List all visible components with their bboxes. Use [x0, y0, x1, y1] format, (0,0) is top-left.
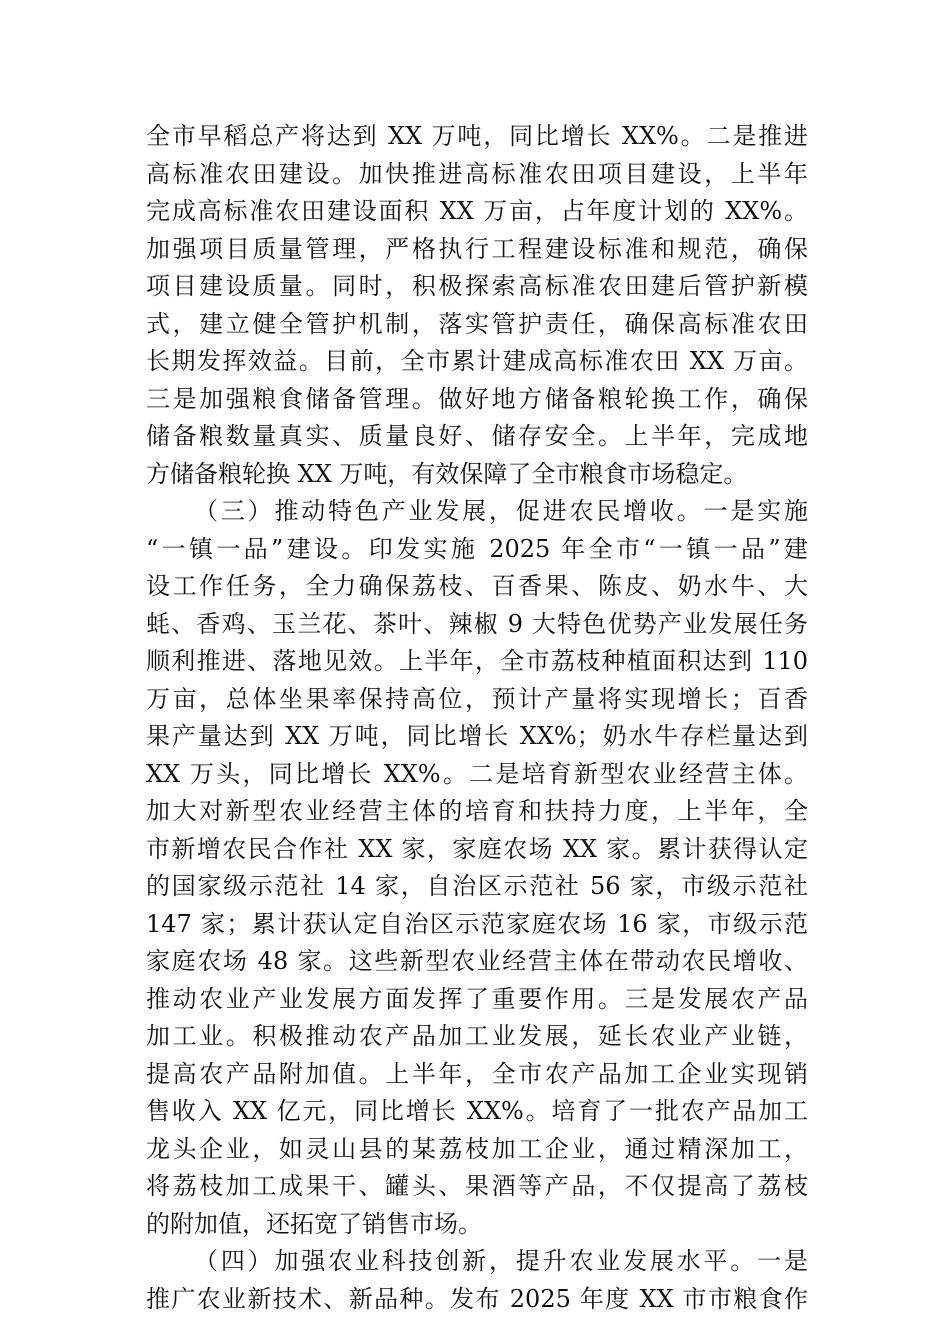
text-line: 推广农业新技术、新品种。发布 2025 年度 XX 市市粮食作 [146, 1284, 808, 1313]
text-line: 市新增农民合作社 XX 家，家庭农场 XX 家。累计获得认定 [146, 834, 808, 863]
text-line: 完成高标准农田建设面积 XX 万亩，占年度计划的 XX%。 [146, 197, 808, 225]
text-line: 储备粮数量真实、质量良好、储存安全。上半年，完成地 [146, 422, 808, 450]
text-line: 万亩，总体坐果率保持高位，预计产量将实现增长；百香 [146, 684, 808, 713]
text-line: 龙头企业，如灵山县的某荔枝加工企业，通过精深加工， [146, 1134, 808, 1163]
text-line: 蚝、香鸡、玉兰花、茶叶、辣椒 9 大特色优势产业发展任务 [146, 609, 808, 638]
text-line: 设工作任务，全力确保荔枝、百香果、陈皮、奶水牛、大 [146, 572, 808, 600]
text-line: “一镇一品”建设。印发实施 2025 年全市“一镇一品”建 [146, 534, 808, 563]
text-line: 项目建设质量。同时，积极探索高标准农田建后管护新模 [146, 272, 808, 300]
section-heading-line: （三）推动特色产业发展，促进农民增收。一是实施 [194, 497, 808, 525]
text-line: 高标准农田建设。加快推进高标准农田项目建设，上半年 [146, 159, 808, 188]
text-line: XX 万头，同比增长 XX%。二是培育新型农业经营主体。 [146, 759, 808, 788]
text-line: 式，建立健全管护机制，落实管护责任，确保高标准农田 [146, 309, 808, 338]
text-line: 推动农业产业发展方面发挥了重要作用。三是发展农产品 [146, 984, 808, 1013]
text-line: 提高农产品附加值。上半年，全市农产品加工企业实现销 [146, 1059, 808, 1088]
text-line: 长期发挥效益。目前，全市累计建成高标准农田 XX 万亩。 [146, 347, 808, 375]
text-line: 将荔枝加工成果干、罐头、果酒等产品，不仅提高了荔枝 [146, 1172, 808, 1200]
text-line: 全市早稻总产将达到 XX 万吨，同比增长 XX%。二是推进 [146, 122, 808, 150]
text-line: 果产量达到 XX 万吨，同比增长 XX%；奶水牛存栏量达到 [146, 722, 808, 750]
text-line: 加工业。积极推动农产品加工业发展，延长农业产业链， [146, 1022, 808, 1050]
paragraph [146, 1243, 808, 1318]
text-line: 售收入 XX 亿元，同比增长 XX%。培育了一批农产品加工 [146, 1097, 808, 1125]
document-page [146, 118, 808, 1318]
text-line: 的国家级示范社 14 家，自治区示范社 56 家，市级示范社 [146, 872, 808, 900]
paragraph [146, 118, 808, 493]
text-line: 加大对新型农业经营主体的培育和扶持力度，上半年，全 [146, 797, 808, 825]
text-line: 方储备粮轮换 XX 万吨，有效保障了全市粮食市场稳定。 [146, 459, 748, 488]
text-line: 顺利推进、落地见效。上半年，全市荔枝种植面积达到 110 [146, 647, 808, 675]
text-line: 加强项目质量管理，严格执行工程建设标准和规范，确保 [146, 234, 808, 263]
text-line: 三是加强粮食储备管理。做好地方储备粮轮换工作，确保 [146, 384, 808, 413]
text-line: 147 家；累计获认定自治区示范家庭农场 16 家，市级示范 [146, 909, 808, 938]
text-line: 的附加值，还拓宽了销售市场。 [146, 1209, 482, 1238]
section-heading-line: （四）加强农业科技创新，提升农业发展水平。一是 [194, 1247, 808, 1275]
text-line: 家庭农场 48 家。这些新型农业经营主体在带动农民增收、 [146, 947, 808, 975]
paragraph [146, 493, 808, 1243]
